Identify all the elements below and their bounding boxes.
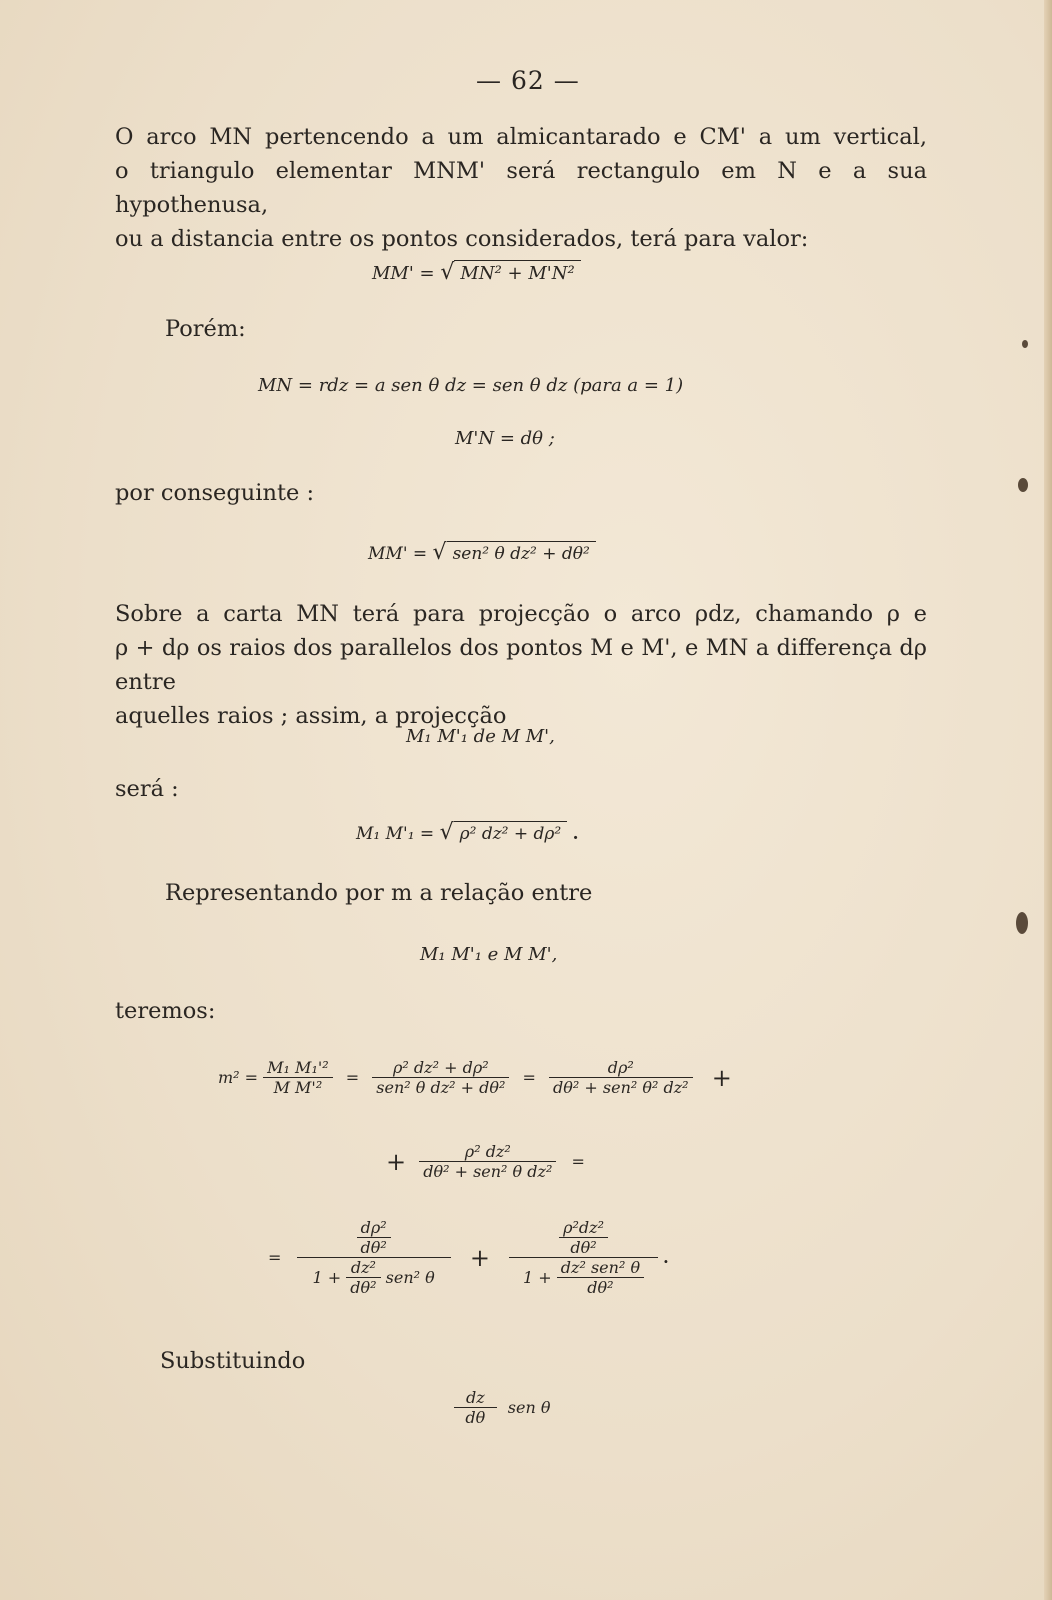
- equals-sign: =: [522, 1068, 536, 1087]
- equation-lhs: MM' =: [372, 263, 435, 284]
- equation-11: [454, 1388, 550, 1427]
- term-tail: sen² θ: [385, 1268, 435, 1287]
- fraction-denominator: dθ²: [360, 1238, 387, 1257]
- equation-4: [368, 540, 596, 565]
- paragraph-3: Representando por m a relação entre: [165, 880, 593, 906]
- fraction-numerator: dz: [454, 1388, 497, 1408]
- radical-sign: √: [439, 820, 454, 845]
- one-plus: 1 +: [523, 1268, 552, 1287]
- fraction: [372, 1058, 509, 1097]
- fraction-numerator: [509, 1218, 658, 1258]
- radicand: MN² + M'N²: [454, 260, 580, 284]
- radicand: sen² θ dz² + dθ²: [447, 541, 596, 564]
- equals-sign: =: [268, 1248, 282, 1267]
- compound-fraction: [509, 1218, 658, 1297]
- paragraph-1: [115, 120, 927, 256]
- equation-2: MN = rdz = a sen θ dz = sen θ dz (para a = 1): [258, 375, 684, 396]
- compound-fraction: [297, 1218, 451, 1297]
- paragraph-line: aquelles raios ; assim, a projecção: [115, 703, 507, 729]
- paragraph-line: o triangulo elementar MNM' será rectangulo em N e a sua hypothenusa,: [115, 158, 927, 218]
- paragraph-line: Sobre a carta MN terá para projecção o arco ρdz, chamando ρ e: [115, 601, 927, 627]
- radical-sign: √: [432, 540, 447, 565]
- term-tail: sen θ: [507, 1398, 551, 1417]
- label-sera: será :: [115, 776, 179, 802]
- one-plus: 1 +: [312, 1268, 342, 1287]
- fraction-denominator: dθ²: [350, 1278, 377, 1297]
- equals-sign: =: [345, 1068, 360, 1087]
- fraction: [454, 1388, 497, 1427]
- fraction-numerator: M₁ M₁'²: [263, 1058, 333, 1078]
- label-porem: Porém:: [165, 316, 246, 342]
- paragraph-line: O arco MN pertencendo a um almicantarado e CM' a um vertical,: [115, 124, 927, 150]
- ink-speck: [1018, 478, 1028, 492]
- fraction-denominator: dθ²: [570, 1238, 597, 1257]
- label-teremos: teremos:: [115, 998, 216, 1024]
- fraction: [419, 1142, 556, 1181]
- fraction-denominator: dθ² + sen² θ dz²: [423, 1162, 553, 1181]
- plus-sign: +: [386, 1147, 407, 1176]
- paragraph-2: [115, 597, 927, 733]
- equation-6: [356, 820, 579, 845]
- equation-end: .: [663, 1248, 669, 1267]
- fraction-denominator: [297, 1258, 451, 1297]
- fraction-denominator: sen² θ dz² + dθ²: [376, 1078, 506, 1097]
- equation-lhs: M₁ M'₁ =: [356, 824, 435, 844]
- fraction-denominator: dθ² + sen² θ² dz²: [553, 1078, 689, 1097]
- equals-sign: =: [571, 1152, 585, 1171]
- equation-1: [372, 260, 581, 285]
- fraction: [557, 1258, 644, 1297]
- ink-speck: [1022, 340, 1028, 348]
- radical-sign: √: [440, 260, 455, 285]
- fraction: [559, 1218, 608, 1257]
- equation-lhs: MM' =: [368, 544, 428, 564]
- equation-5: M₁ M'₁ de M M',: [406, 726, 555, 747]
- fraction: [549, 1058, 693, 1097]
- fraction: [346, 1258, 380, 1297]
- plus-sign: +: [469, 1243, 490, 1272]
- equation-end: .: [572, 824, 579, 844]
- radicand: ρ² dz² + dρ²: [454, 821, 568, 844]
- page-edge-shadow: [1044, 0, 1052, 1600]
- equation-9: [386, 1142, 585, 1181]
- fraction-numerator: ρ² dz² + dρ²: [372, 1058, 509, 1078]
- label-por-conseguinte: por conseguinte :: [115, 480, 315, 506]
- fraction: [263, 1058, 333, 1097]
- fraction-numerator: dρ²: [549, 1058, 693, 1078]
- fraction-denominator: dθ²: [587, 1278, 614, 1297]
- fraction-numerator: [297, 1218, 451, 1258]
- fraction: [357, 1218, 391, 1257]
- paragraph-line: ρ + dρ os raios dos parallelos dos pontos M e M', e MN a differença dρ entre: [115, 635, 927, 695]
- fraction-denominator: M M'²: [273, 1078, 323, 1097]
- equation-lhs: m² =: [218, 1068, 259, 1087]
- fraction-numerator: dρ²: [357, 1218, 391, 1238]
- ink-speck: [1016, 912, 1028, 934]
- fraction-numerator: ρ² dz²: [419, 1142, 556, 1162]
- paragraph-line: ou a distancia entre os pontos considerados, terá para valor:: [115, 226, 809, 252]
- fraction-numerator: ρ²dz²: [559, 1218, 608, 1238]
- page-number: — 62 —: [476, 66, 580, 95]
- fraction-denominator: [509, 1258, 658, 1297]
- equation-10: [268, 1218, 669, 1297]
- fraction-denominator: dθ: [465, 1408, 486, 1427]
- equation-7: M₁ M'₁ e M M',: [420, 944, 558, 965]
- fraction-numerator: dz²: [346, 1258, 380, 1278]
- equation-3: M'N = dθ ;: [455, 428, 555, 449]
- fraction-numerator: dz² sen² θ: [557, 1258, 644, 1278]
- equation-8: [218, 1058, 732, 1097]
- label-substituindo: Substituindo: [160, 1348, 306, 1374]
- plus-sign: +: [711, 1063, 732, 1092]
